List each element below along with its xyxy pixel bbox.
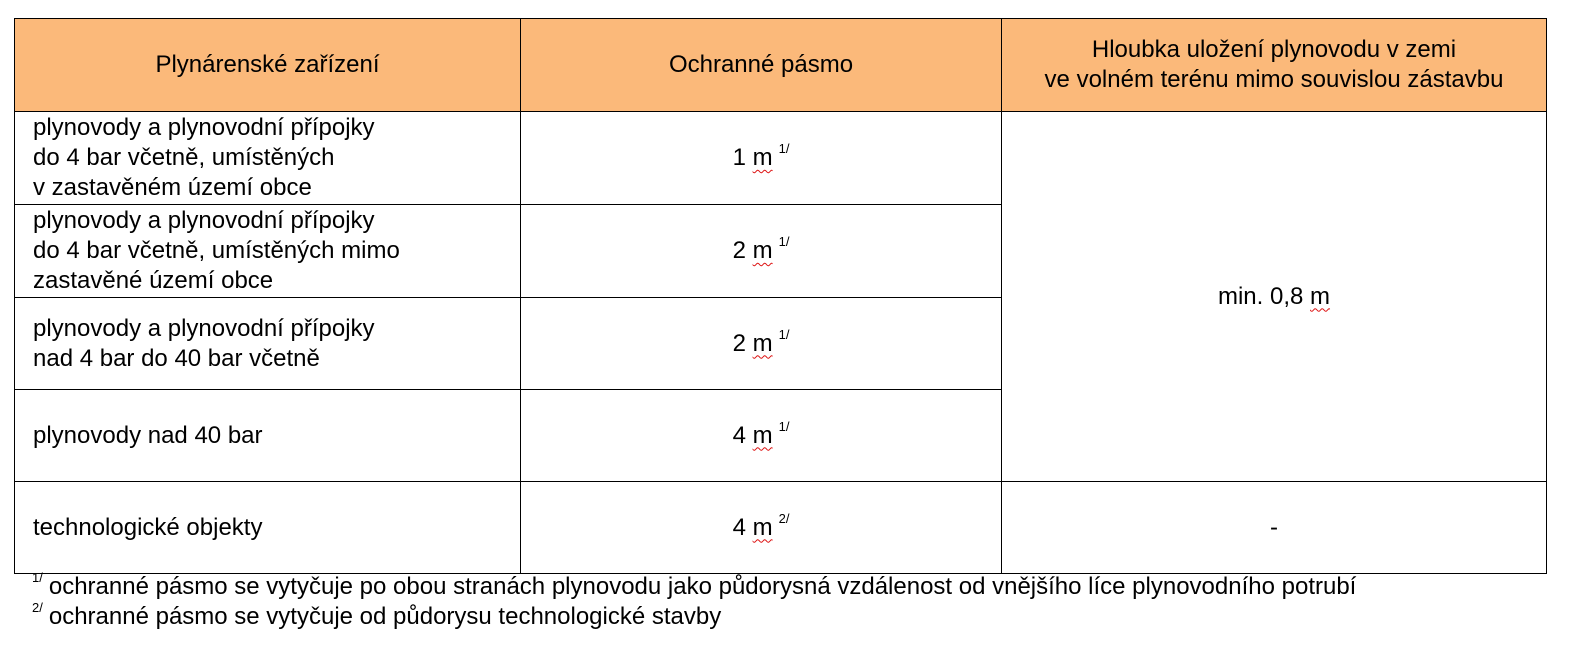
header-protection-zone: Ochranné pásmo: [521, 19, 1002, 112]
table-row: [15, 482, 1547, 574]
zone-value: 4: [732, 421, 746, 449]
device-cell: technologické objekty: [15, 482, 521, 574]
zone-unit: m: [752, 513, 773, 541]
zone-cell: [521, 390, 1002, 482]
footnotes: [32, 572, 1356, 632]
zone-unit: m: [752, 329, 773, 357]
header-gas-device: Plynárenské zařízení: [15, 19, 521, 112]
device-cell: plynovody a plynovodní přípojky do 4 bar včetně, umístěných v zastavěném území obce: [15, 112, 521, 205]
footnote-2: [32, 602, 1356, 632]
zone-footnote-mark: 1/: [778, 141, 790, 156]
device-cell: plynovody a plynovodní přípojky do 4 bar včetně, umístěných mimo zastavěné území obce: [15, 205, 521, 298]
zone-value: 2: [732, 237, 746, 264]
zone-unit: m: [752, 144, 773, 171]
header-depth: [1002, 19, 1547, 112]
zone-value: 1: [732, 144, 746, 171]
footnote-mark: 1/: [32, 570, 43, 585]
footnote-text: ochranné pásmo se vytyčuje po obou stranách plynovodu jako půdorysná vzdálenost od vnějšího líce plynovodního potrubí: [48, 573, 1357, 600]
depth-value: min. 0,8: [1217, 282, 1304, 310]
depth-unit: m: [1310, 282, 1331, 310]
depth-tech-cell: -: [1002, 482, 1547, 574]
zone-footnote-mark: 1/: [778, 234, 790, 249]
footnote-text: ochranné pásmo se vytyčuje od půdorysu technologické stavby: [48, 603, 722, 630]
footnote-mark: 2/: [32, 600, 43, 615]
protection-zone-table-wrapper: [14, 18, 1546, 574]
zone-cell: [521, 298, 1002, 390]
table-header-row: [15, 19, 1547, 112]
zone-footnote-mark: 1/: [778, 326, 790, 342]
zone-footnote-mark: 2/: [778, 510, 790, 526]
zone-unit: m: [752, 237, 773, 264]
zone-value: 4: [732, 513, 746, 541]
table-row: [15, 112, 1547, 205]
zone-cell: [521, 205, 1002, 298]
zone-footnote-mark: 1/: [778, 418, 790, 434]
footnote-1: [32, 572, 1356, 602]
zone-cell: [521, 112, 1002, 205]
device-cell: plynovody a plynovodní přípojky nad 4 bar do 40 bar včetně: [15, 298, 521, 390]
protection-zone-table: [14, 18, 1547, 574]
header-depth-line2: ve volném terénu mimo souvislou zástavbu: [1044, 66, 1504, 93]
device-cell: plynovody nad 40 bar: [15, 390, 521, 482]
header-depth-line1: Hloubka uložení plynovodu v zemi: [1091, 36, 1457, 63]
zone-cell: [521, 482, 1002, 574]
zone-value: 2: [732, 329, 746, 357]
zone-unit: m: [752, 421, 773, 449]
depth-shared-cell: [1002, 112, 1547, 482]
